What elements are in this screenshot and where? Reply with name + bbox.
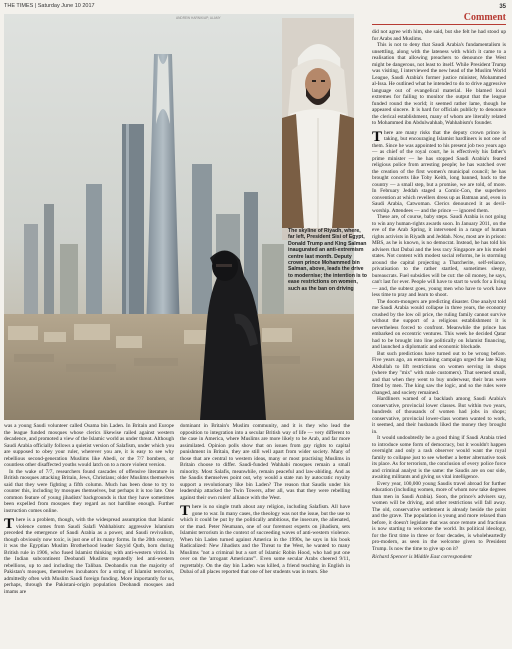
paragraph: This is not to deny that Saudi Arabia's fundamentalism is unsettling, along with the lateness with which it came to a realisation that allowing preachers to denounce the West might be dangerous, not least to itself. While President Trump was visiting, I interviewed the new head of the Muslim World League, Saudi Arabia's former justice minister, Mohammed al-Issa. He outlined what he intended to do to drive aggressive language out of evangelical material. He blamed local extremes for failing to monitor the output that the league funded round the world; it seemed rather lame, though he appeared sincere. It is hard for officials publicly to denounce the clerical establishment, many of whom are literally related to Mohammed ibn Abdulwahhab, Wahhabism's founder. bbox=[372, 42, 506, 126]
article-column-3 bbox=[372, 29, 506, 649]
page-header bbox=[0, 0, 512, 14]
article-column-2 bbox=[180, 423, 350, 649]
paragraph-text: here is no single truth about any religion, including Salafism. All have gone to war. In many cases, the theology was not the issue, but the use to which it could be put by the politically ambitious, the insecure, the alienated, or the mad. Peter Neumann, one of our foremost experts on jihadism, sets Islamist terrorism in the context of succeeding waves of anti-western violence. When bin Laden turned against America in the 1990s, he says in his book Radicalized: New Jihadists and the Threat to the West, he wanted to many Muslims "not a criminal but a sort of Islamic Robin Hood, who had put one over on the 'arrogant Americans'". Even some secular Arabs cheered 9/11, regrettably. On the day bin Laden was killed, a friend teaching in English in Dubai of all places reported that one of her students was in tears. She bbox=[180, 504, 350, 575]
paragraph: The doom-mongers are predicting disaster. One analyst told me Saudi Arabia would collapse in three years, the economy crushed by the low oil price, the ruling family cannot survive without the support of a religious establishment it is nevertheless forced to confront. Meanwhile the prince has embarked on eccentric ventures. This week he decided Qatar had to be brought into line politically on Islamist financing, and launched a diplomatic and economic blockade. bbox=[372, 298, 506, 350]
paragraph: was a young Saudi volunteer called Osama bin Laden. In Britain and Europe the league funded mosques whose clerics likewise railed against western decadence, and promoted a view of the Islamic world as under threat. Although Saudi Arabia officially follows a quietist version of Salafism, under which you are supposed to obey your ruler, wherever you are, it is easy to see why rebellious second-generation Muslims like Abedi, or the 7/7 bombers, or countless other disaffected youths would latch on to a more violent version. bbox=[4, 423, 174, 468]
drop-cap: T bbox=[4, 516, 15, 532]
article-column-1 bbox=[4, 423, 174, 649]
paragraph: In the wake of 7/7, researchers found cascades of offensive literature in British mosques attacking Britain, Jews, Christians; older Muslims themselves said that they were fighting a fifth column. Much has been done to try to counter this, including by mosques themselves, but perhaps it is too late. One common feature of young jihadists' backgrounds is that they have sometimes been expelled from mosques they regard as not hardline enough. Further instruction comes online. bbox=[4, 468, 174, 514]
drop-cap: T bbox=[180, 503, 191, 519]
paragraph: But such predictions have turned out to be wrong before. Five years ago, an entertaining campaign urged the late King Abdullah to lift restrictions on women serving in shops (where they "mix" with male customers). That seemed small, and that when they went to buy underwear, their bras were fitted by men. The king saw the logic, and so the rules were changed, and society remained. bbox=[372, 350, 506, 396]
paragraph-text: here is a problem, though, with the widespread assumption that Islamic violence comes from Saudi Salafi Wahhabism: aggressive Islamism preceded the emergence of Saudi Arabia as a power, and Saudi revivalism, though obviously now toxic, is just one of its many forms. In the 20th century, it was the Egyptian Muslim Brotherhood leader Sayyid Qutb, born during British rule in 1906, who fused Islamist thinking with anti-western vitriol. In the Indian subcontinent Deobandi Muslims reputedly led anti-western rebellions, up to and including the Taliban. Deobandis run the majority of Pakistan's mosques, themselves incubators for a string of Islamist terrorists, admittedly often with Muslim Saudi foreign funding. More importantly for us, perhaps, through the Pakistani-origin population Deobandi mosques and imams are bbox=[4, 517, 174, 595]
drop-cap: T bbox=[372, 128, 383, 145]
paragraph: Every year, 100,000 young Saudis travel abroad for further education (including women, more of whom now take degrees than men in Saudi Arabia). Soon, the prince's advisers say, women will be driving, and other restrictions will fall away. The old, conservative settlement is already beside the point and the grave. The population is young and more relaxed than before, it doesn't legislate that was once remote and fractious is now starting to welcome the world. Its political ideology, for the first time in three or four decades, is wholeheartedly pro-modern, as seen in the welcome given to President Trump. Is now the time to give up on it? bbox=[372, 480, 506, 552]
paragraph: Hardliners warned of a backlash among Saudi Arabia's conservative, provincial lower classes. But within two years, hundreds of thousands of women had jobs in shops; conservative, provincial lower-class women wanted to work, it seemed, and their husbands liked the money they brought in. bbox=[372, 396, 506, 435]
paragraph-text: here are many risks that the deputy crown prince is taking, but encouraging Islamist hardliners is not one of them. Since he was appointed to his present job two years ago — as chief of the royal court, he is effectively his father's prime minister — he has stopped Saudi Arabia's feared religious police from arresting people; he has watched over the creation of the first women's municipal council; he has brought concerts like Toby Keith, long banned, back to the country — a small step, but a promise, we are told, of more. In February Jeddah staged a Comic-Con, the superhero convention at which revellers dress up as Batman and, even in Saudi Arabia, Catwoman. Clerics denounced it as devil-worship. Attendees — and the prince — ignored them. bbox=[372, 129, 506, 214]
section-rule bbox=[372, 24, 506, 25]
paragraph: did not agree with him, she said, but she felt he had stood up for Arabs and Muslims. bbox=[372, 29, 506, 42]
photo-credit: ANDREW HARNIK/AP; ALAMY bbox=[176, 16, 221, 20]
section-label: Comment bbox=[463, 12, 506, 23]
paragraph bbox=[4, 517, 174, 595]
paragraph: dominant in Britain's Muslim community, and it is they who lead the opposition to integration into a secular British way of life — very different to the case in America, where Muslims are more likely to be Arab, and far more assimilated. Opinion polls show that on issues from gay rights to capital punishment in Britain, they are still well apart from wider society. Many of those that are central to western ideas, many or most practising Muslims in Britain choose to differ. Saudi-funded Wahhabi mosques remain a small minority. Most Salafis, meanwhile, remain peaceful and law-abiding. And as the Saudis themselves point out, why would a state run by autocratic royalty support a revolutionary like bin Laden? The reason that Saudis under his leadership attacked the Twin Towers, after all, was that they were rebelling against their own rulers' alliance with the West. bbox=[180, 423, 350, 501]
photo-caption: The skyline of Riyadh, where, far left, President Sisi of Egypt, Donald Trump and King Salman inaugurated an anti-extremism centre last month. Deputy crown prince Mohammed bin Salman, above, leads the drive to modernise; the intention is to ease restrictions on women, such as the ban on driving bbox=[288, 228, 367, 292]
masthead: THE TIMES | Saturday June 10 2017 bbox=[4, 3, 95, 9]
paragraph: These are, of course, baby steps. Saudi Arabia is not going to win any human-rights awards soon. In January 2011, on the eve of the Arab Spring, it intervened in a range of human rights activists in Riyadh and Jeddah. Now, most are in prison: MBS, as he is known, is no democrat. Instead, he has told his advisers that Dubai and the less racy Singapore are his model states. Not content with modest social reforms, he is storming around the capital projecting a Thatcherite, self-reliance, privatisation to the rather startled, sometimes sleepy, bureaucrats. Fuel subsidies will be cut: the oil money, he says, can't last for ever. People will have to start to work for a living — and, the subtext goes, young men who have to work have less time to pray and learn to shoot. bbox=[372, 214, 506, 298]
paragraph: It would undoubtedly be a good thing if Saudi Arabia tried to introduce some form of democracy, but it wouldn't happen overnight and only a rash observer would want the royal family to collapse just to see whether a better alternative took its place. As for terrorism, the conclusion of every police force and criminal analyst is the same: the Saudis are on our side, awaiting militants and giving us vital intelligence. bbox=[372, 435, 506, 480]
page-number: 35 bbox=[499, 4, 506, 10]
portrait-illustration bbox=[282, 18, 354, 228]
author-byline: Richard Spencer is Middle East correspondent bbox=[372, 554, 472, 560]
paragraph bbox=[372, 130, 506, 215]
paragraph bbox=[180, 504, 350, 576]
portrait-photo bbox=[282, 18, 354, 240]
